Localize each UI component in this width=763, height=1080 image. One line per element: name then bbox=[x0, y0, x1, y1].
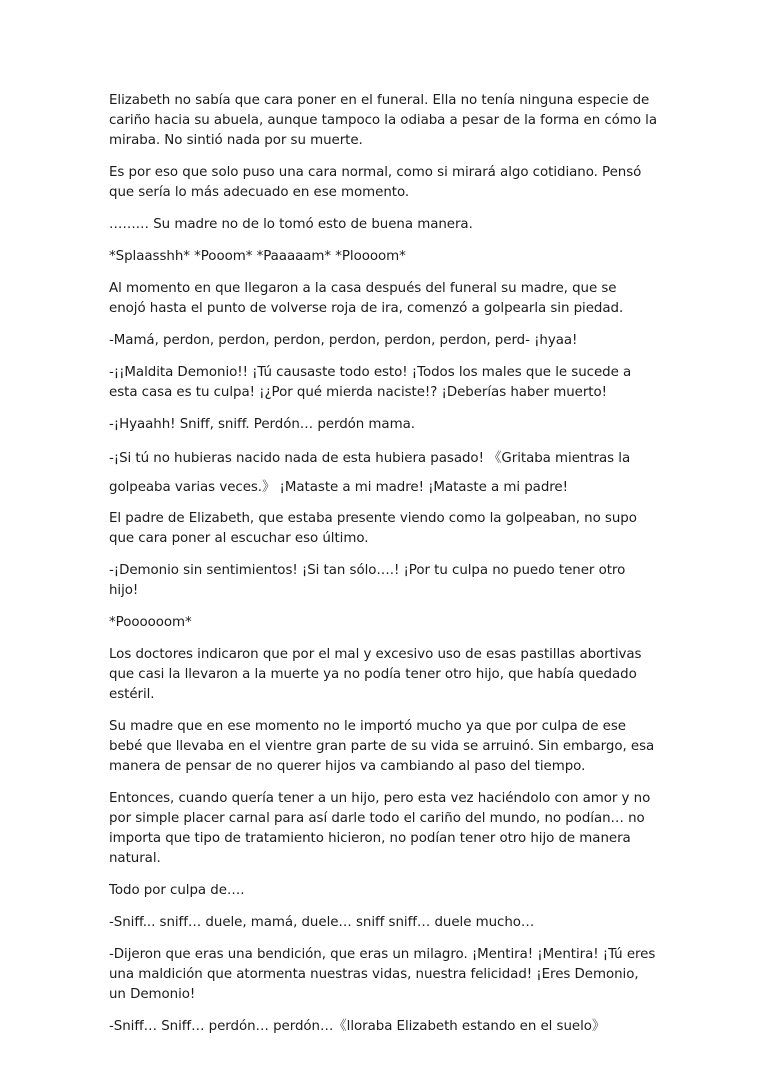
paragraph-2: Es por eso que solo puso una cara normal, como si mirará algo cotidiano. Pensó que sería lo más adecuado en ese momento. bbox=[109, 165, 642, 200]
paragraph-10: El padre de Elizabeth, que estaba presente viendo como la golpeaban, no supo que cara poner al escuchar eso último. bbox=[109, 511, 637, 546]
paragraph-12: *Poooooom* bbox=[109, 615, 192, 630]
paragraph-3: ……… Su madre no de lo tomó esto de buena manera. bbox=[109, 217, 473, 232]
paragraph-13: Los doctores indicaron que por el mal y excesivo uso de esas pastillas abortivas que casi la llevaron a la muerte ya no podía tener otro hijo, que había quedado estéril. bbox=[109, 647, 642, 702]
paragraph-11: -¡Demonio sin sentimientos! ¡Si tan sólo….! ¡Por tu culpa no puedo tener otro hijo! bbox=[109, 563, 626, 598]
paragraph-6: -Mamá, perdon, perdon, perdon, perdon, perdon, perdon, perd- ¡hyaa! bbox=[109, 333, 578, 348]
paragraph-18: -Dijeron que eras una bendición, que eras un milagro. ¡Mentira! ¡Mentira! ¡Tú eres una maldición que atormenta nuestras vidas, nuestra felicidad! ¡Eres Demonio, un Demonio! bbox=[109, 947, 656, 1002]
paragraph-8: -¡Hyaahh! Sniff, sniff. Perdón… perdón mama. bbox=[109, 417, 415, 432]
paragraph-16: Todo por culpa de…. bbox=[109, 883, 245, 898]
paragraph-9: -¡Si tú no hubieras nacido nada de esta hubiera pasado! 《Gritaba mientras la golpeaba varias veces.》 ¡Mataste a mi madre! ¡Mataste a mi padre! bbox=[109, 451, 631, 495]
paragraph-14: Su madre que en ese momento no le importó mucho ya que por culpa de ese bebé que llevaba en el vientre gran parte de su vida se arruinó. Sin embargo, esa manera de pensar de no querer hijos va cambiando al paso del tiempo. bbox=[109, 719, 655, 774]
paragraph-19: -Sniff… Sniff… perdón… perdón…《lloraba Elizabeth estando en el suelo》 bbox=[109, 1019, 606, 1034]
paragraph-7: -¡¡Maldita Demonio!! ¡Tú causaste todo esto! ¡Todos los males que le sucede a esta casa es tu culpa! ¡¿Por qué mierda naciste!? ¡Deberías haber muerto! bbox=[109, 365, 632, 400]
document-page bbox=[109, 91, 657, 1049]
paragraph-4: *Splaasshh* *Pooom* *Paaaaam* *Ploooom* bbox=[109, 249, 406, 264]
paragraph-5: Al momento en que llegaron a la casa después del funeral su madre, que se enojó hasta el punto de volverse roja de ira, comenzó a golpearla sin piedad. bbox=[109, 281, 624, 316]
paragraph-15: Entonces, cuando quería tener a un hijo, pero esta vez haciéndolo con amor y no por simple placer carnal para así darle todo el cariño del mundo, no podían… no importa que tipo de tratamiento hicieron, no podían tener otro hijo de manera natural. bbox=[109, 791, 651, 866]
paragraph-17: -Sniff... sniff… duele, mamá, duele… sniff sniff… duele mucho… bbox=[109, 915, 535, 930]
paragraph-1: Elizabeth no sabía que cara poner en el funeral. Ella no tenía ninguna especie de cariño hacia su abuela, aunque tampoco la odiaba a pesar de la forma en cómo la miraba. No sintió nada por su muerte. bbox=[109, 93, 657, 148]
